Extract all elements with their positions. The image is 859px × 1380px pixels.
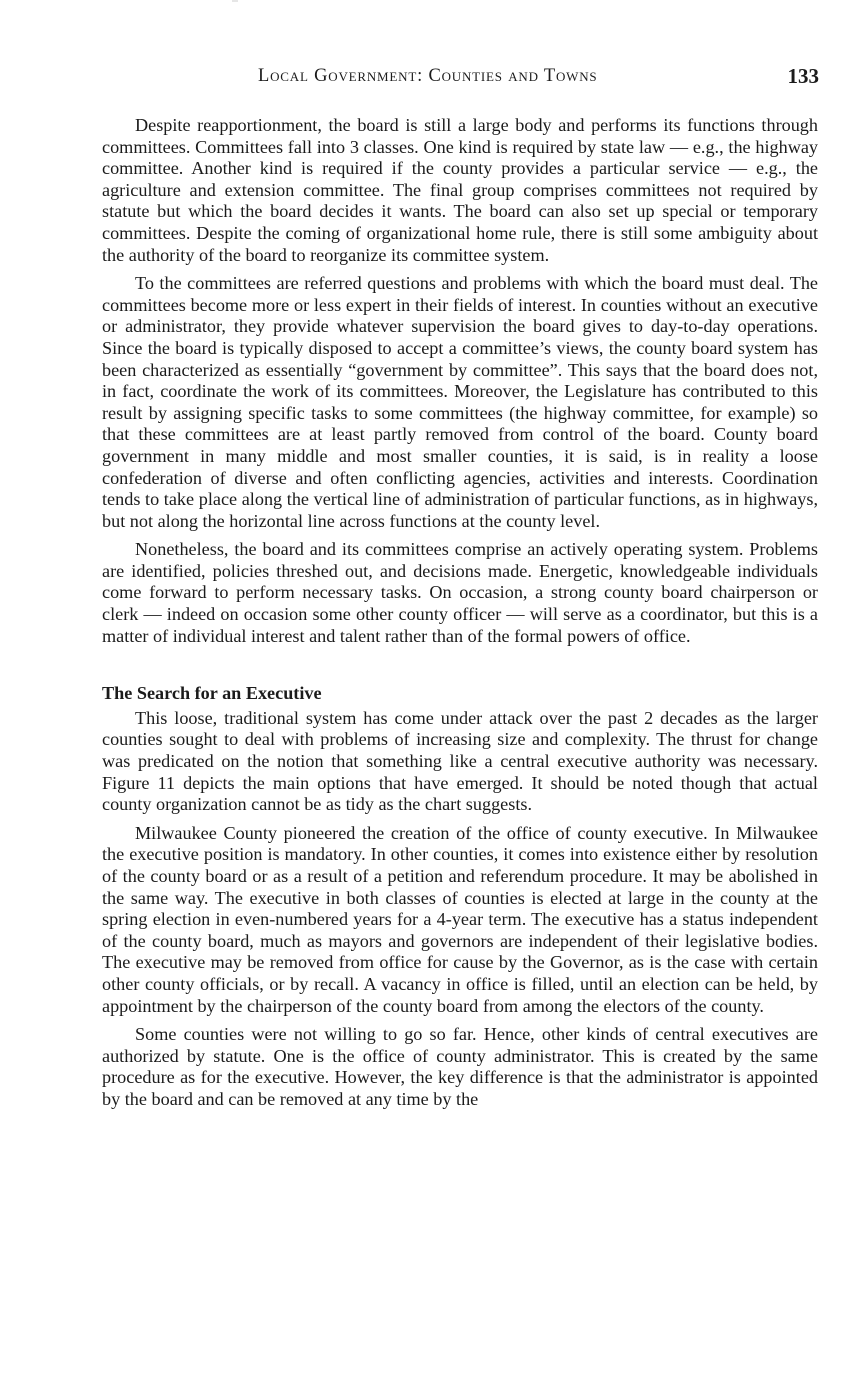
paragraph-county-executive: Milwaukee County pioneered the creation of the office of county executive. In Milwaukee the executive position is mandatory. In other counties, it comes into existence either by resolution of the county board or as a result of a petition and referendum procedure. It may be abolished in the same way. The executive in both classes of counties is elected at large in the county at the spring election in even-numbered years for a 4-year term. The executive has a status independent of the county board, much as mayors and governors are independent of their legislative bodies. The executive may be removed from office for cause by the Governor, as is the case with certain other county officials, or by recall. A vacancy in office is filled, until an election can be held, by appointment by the chairperson of the county board from among the electors of the county. <box>102 822 818 1016</box>
running-title: Local Government: Counties and Towns <box>258 66 598 86</box>
paragraph-traditional-system: This loose, traditional system has come under attack over the past 2 decades as the larger counties sought to deal with problems of increasing size and complexity. The thrust for change was predicated on the notion that something like a central executive authority was necessary. Figure 11 depicts the main options that have emerged. It should be noted though that actual county organization cannot be as tidy as the chart suggests. <box>102 707 818 815</box>
paragraph-county-administrator: Some counties were not willing to go so far. Hence, other kinds of central executives are authorized by statute. One is the office of county administrator. This is created by the same procedure as for the executive. However, the key difference is that the administrator is appointed by the board and can be removed at any time by the <box>102 1024 818 1109</box>
page-number: 133 <box>787 64 819 88</box>
body-text <box>102 115 818 1118</box>
paragraph-committees: Despite reapportionment, the board is still a large body and performs its functions through committees. Committees fall into 3 classes. One kind is required by state law — e.g., the highway committee. Another kind is required if the county provides a particular service — e.g., the agriculture and extension committee. The final group comprises committees not required by statute but which the board decides it wants. The board can also set up special or temporary committees. Despite the coming of organizational home rule, there is still some ambiguity about the authority of the board to reorganize its committee system. <box>102 115 818 265</box>
page-header <box>100 64 819 92</box>
section-heading: The Search for an Executive <box>102 683 322 704</box>
scan-artifact <box>232 0 238 2</box>
paragraph-operating-system: Nonetheless, the board and its committees comprise an actively operating system. Problems are identified, policies threshed out, and decisions made. Energetic, knowledgeable individuals come forward to perform necessary tasks. On occasion, a strong county board chairperson or clerk — indeed on occasion some other county officer — will serve as a coordinator, but this is a matter of individual interest and talent rather than of the formal powers of office. <box>102 539 818 646</box>
paragraph-committee-referrals: To the committees are referred questions and problems with which the board must deal. The committees become more or less expert in their fields of interest. In counties without an executive or administrator, they provide whatever supervision the board gives to day-to-day operations. Since the board is typically disposed to accept a committee’s views, the county board system has been characterized as essentially “government by committee”. This says that the board does not, in fact, coordinate the work of its committees. Moreover, the Legislature has contributed to this result by assigning specific tasks to some committees (the highway committee, for example) so that these committees are at least partly removed from control of the board. County board government in many middle and most smaller counties, it is said, is in reality a loose confederation of diverse and often conflicting agencies, activities and interests. Coordination tends to take place along the vertical line of administration of particular functions, as in highways, but not along the horizontal line across functions at the county level. <box>102 273 818 531</box>
